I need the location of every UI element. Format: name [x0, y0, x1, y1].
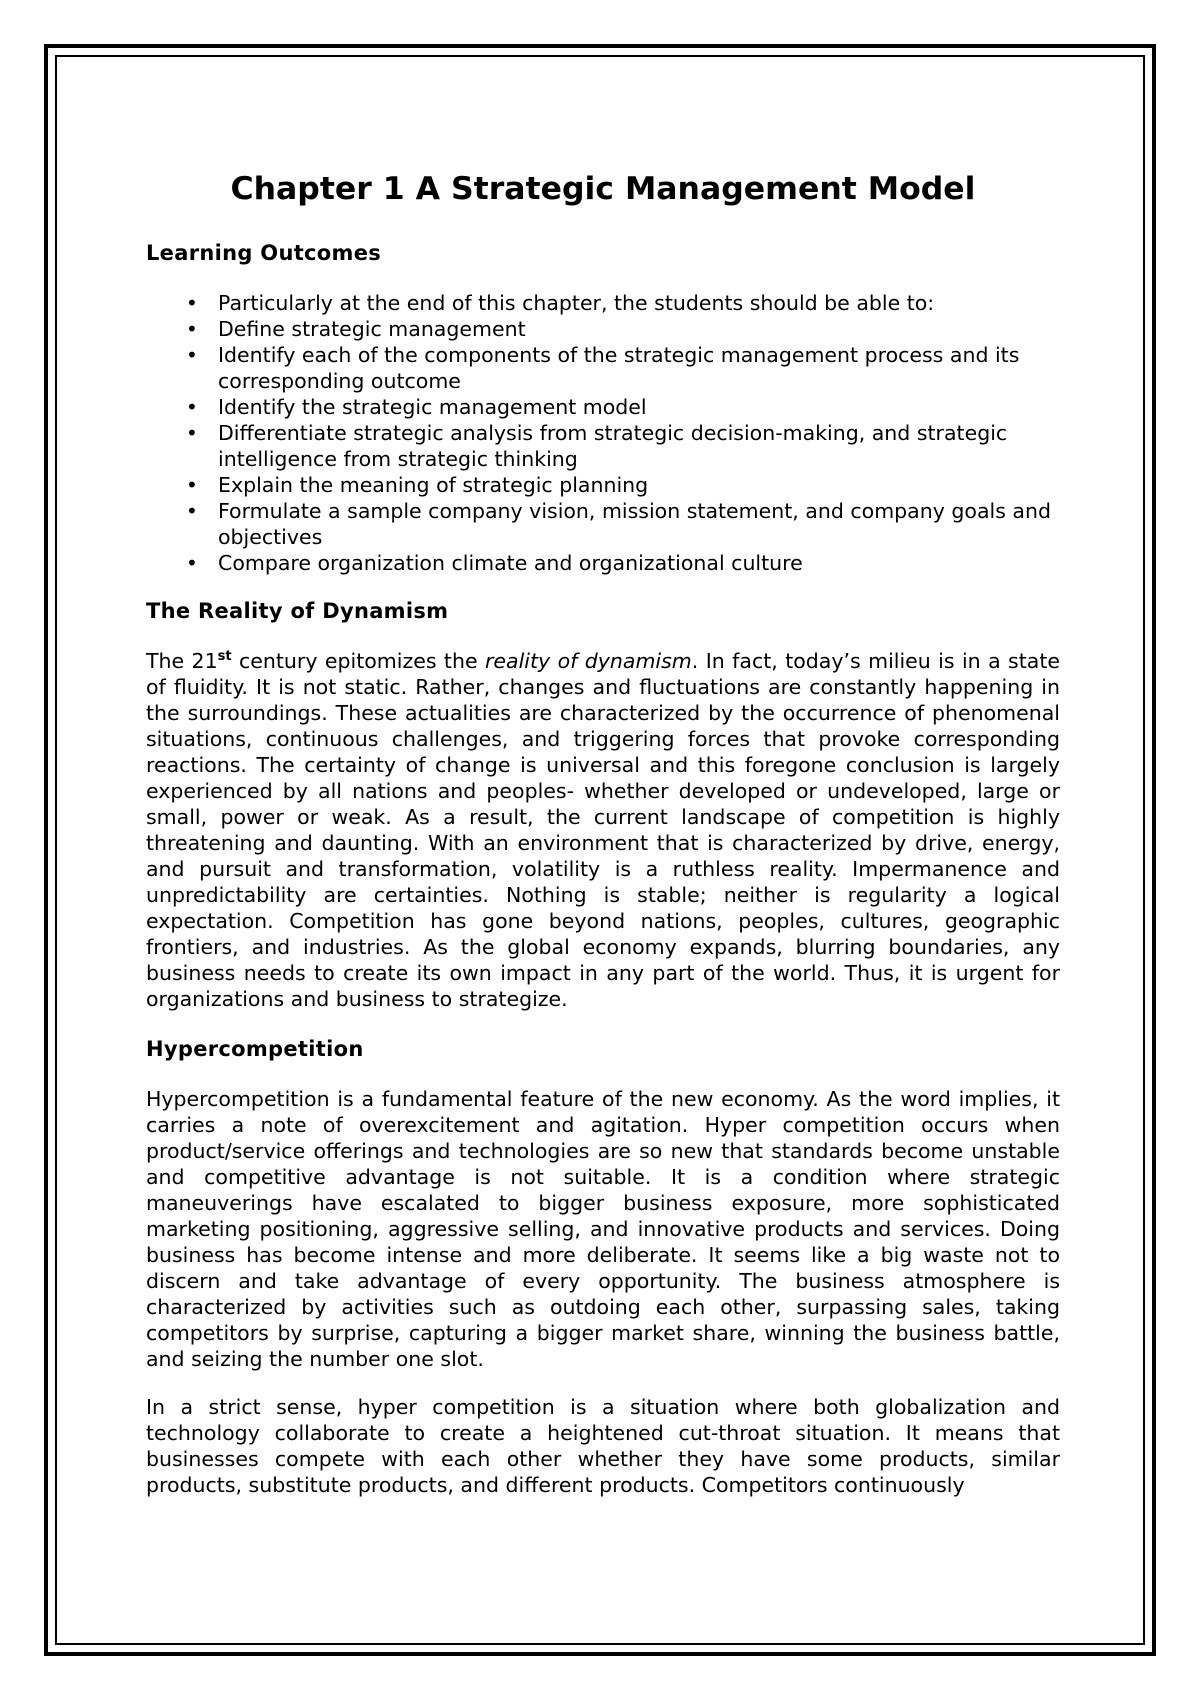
list-item — [146, 498, 1060, 550]
hypercompetition-paragraph-2: In a strict sense, hyper competition is a situation where both globalization and technology collaborate to create a heightened cut-throat situation. It means that businesses compete with each other whether they have some products, similar products, substitute products, and different products. Competitors continuously — [146, 1395, 1060, 1497]
paragraph-rest: . In fact, today’s milieu is in a state of fluidity. It is not static. Rather, changes and fluctuations are constantly happening in the surroundings. These actualities are characterized by the occurrence of phenomenal situations, continuous challenges, and triggering forces that provoke corresponding reactions. The certainty of change is universal and this foregone conclusion is largely experienced by all nations and peoples- whether developed or undeveloped, large or small, power or weak. As a result, the current landscape of competition is highly threatening and daunting. With an environment that is characterized by drive, energy, and pursuit and transformation, volatility is a ruthless reality. Impermanence and unpredictability are certainties. Nothing is stable; neither is regularity a logical expectation. Competition has gone beyond nations, peoples, cultures, geographic frontiers, and industries. As the global economy expands, blurring boundaries, any business needs to create its own impact in any part of the world. Thus, it is urgent for organizations and business to strategize. — [146, 649, 1060, 1011]
list-item-text: Particularly at the end of this chapter, the students should be able to: — [218, 291, 935, 315]
reality-of-dynamism-heading: The Reality of Dynamism — [146, 599, 449, 623]
bullet-icon: • — [186, 343, 198, 367]
list-item — [146, 316, 1060, 342]
ordinal-superscript: st — [217, 649, 232, 665]
bullet-icon: • — [186, 421, 198, 445]
document-body — [146, 168, 1060, 1520]
bullet-icon: • — [186, 499, 198, 523]
list-item-text: Formulate a sample company vision, mission statement, and company goals and objectives — [218, 499, 1051, 549]
paragraph-mid: century epitomizes the — [231, 649, 485, 673]
list-item-text: Identify each of the components of the strategic management process and its corresponding outcome — [218, 343, 1020, 393]
list-item-text: Explain the meaning of strategic planning — [218, 473, 649, 497]
reality-of-dynamism-paragraph — [146, 648, 1060, 1012]
bullet-icon: • — [186, 395, 198, 419]
bullet-icon: • — [186, 291, 198, 315]
list-item-text: Identify the strategic management model — [218, 395, 647, 419]
hypercompetition-heading: Hypercompetition — [146, 1037, 364, 1061]
hypercompetition-paragraph-1: Hypercompetition is a fundamental feature of the new economy. As the word implies, it carries a note of overexcitement and agitation. Hyper competition occurs when product/service offerings and technologies are so new that standards become unstable and competitive advantage is not suitable. It is a condition where strategic maneuverings have escalated to bigger business exposure, more sophisticated marketing positioning, aggressive selling, and innovative products and services. Doing business has become intense and more deliberate. It seems like a big waste not to discern and take advantage of every opportunity. The business atmosphere is characterized by activities such as outdoing each other, surpassing sales, taking competitors by surprise, capturing a bigger market share, winning the business battle, and seizing the number one slot. — [146, 1087, 1060, 1371]
bullet-icon: • — [186, 317, 198, 341]
list-item — [146, 472, 1060, 498]
list-item — [146, 342, 1060, 394]
list-item-text: Define strategic management — [218, 317, 526, 341]
list-item — [146, 394, 1060, 420]
list-item — [146, 420, 1060, 472]
emphasized-phrase: reality of dynamism — [485, 649, 692, 673]
chapter-title: Chapter 1 A Strategic Management Model — [230, 171, 976, 207]
list-item — [146, 550, 1060, 576]
paragraph-lead: The 21 — [146, 649, 218, 673]
learning-outcomes-heading: Learning Outcomes — [146, 241, 382, 265]
bullet-icon: • — [186, 473, 198, 497]
list-item-text: Compare organization climate and organizational culture — [218, 551, 803, 575]
list-item — [146, 290, 1060, 316]
learning-outcomes-list — [146, 290, 1060, 576]
bullet-icon: • — [186, 551, 198, 575]
list-item-text: Differentiate strategic analysis from strategic decision-making, and strategic intelligence from strategic thinking — [218, 421, 1008, 471]
